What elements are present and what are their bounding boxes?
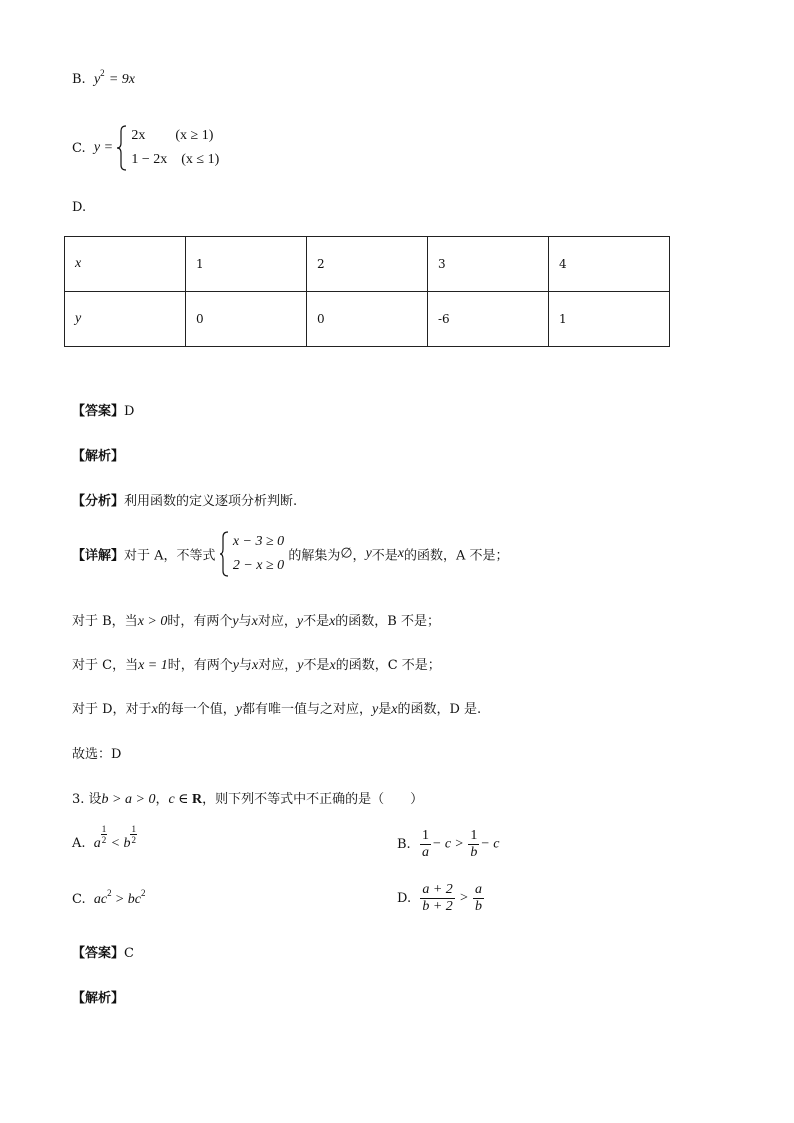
option-d-label: D. bbox=[72, 200, 87, 215]
table-head-cell: y bbox=[65, 292, 186, 347]
q2-fenxi: 【分析】利用函数的定义逐项分析判断. bbox=[72, 494, 298, 509]
table-cell: 0 bbox=[186, 292, 307, 347]
q3-stem: 3. 设b > a > 0，c ∈ R，则下列不等式中不正确的是（ ） bbox=[72, 792, 424, 807]
q3-option-a: A. a $\frac{1}{2}$ < b $\frac{1}{2}$ bbox=[72, 824, 136, 851]
piecewise-rows: 2x (x ≥ 1) 1 − 2x (x ≤ 1) bbox=[131, 128, 220, 167]
table-cell: 0 bbox=[307, 292, 428, 347]
option-b-rhs: = 9x bbox=[108, 72, 135, 87]
q3-option-c: C. $ac^2 > bc^2$ bbox=[72, 888, 146, 907]
table-row bbox=[65, 237, 670, 292]
left-brace-icon bbox=[220, 531, 229, 577]
q2-line-c: 对于 C，当x = 1时，有两个y与x对应，y不是x的函数，C 不是； bbox=[72, 658, 441, 673]
q3-analysis-tag: 【解析】 bbox=[72, 991, 125, 1006]
q2-answer: 【答案】D bbox=[72, 404, 135, 419]
table-cell: 2 bbox=[307, 237, 428, 292]
option-c: C. y = 2x (x ≥ 1) 1 − 2x (x ≤ 1) bbox=[72, 124, 219, 172]
q3-answer: 【答案】C bbox=[72, 946, 134, 961]
q2-choice: 故选：D bbox=[72, 747, 122, 762]
option-b-lhs: y bbox=[93, 72, 101, 87]
q2-line-d: 对于 D，对于x的每一个值，y都有唯一值与之对应，y是x的函数，D 是. bbox=[72, 702, 482, 717]
table-cell: 3 bbox=[428, 237, 549, 292]
inequality-system: x − 3 ≥ 0 2 − x ≥ 0 bbox=[232, 534, 285, 573]
q2-analysis-tag: 【解析】 bbox=[72, 449, 125, 464]
q2-line-b: 对于 B，当x > 0时，有两个y与x对应，y不是x的函数，B 不是； bbox=[72, 614, 440, 629]
q2-detail: 【详解】对于 A，不等式 x − 3 ≥ 0 2 − x ≥ 0 的解集为∅，y不是x的函数，A 不是； bbox=[72, 530, 509, 578]
table-cell: 4 bbox=[549, 237, 670, 292]
table-cell: -6 bbox=[428, 292, 549, 347]
table-row bbox=[65, 292, 670, 347]
left-brace-icon bbox=[117, 125, 127, 171]
table-cell: 1 bbox=[549, 292, 670, 347]
table-cell: 1 bbox=[186, 237, 307, 292]
q3-option-b: B. $\frac{1}{a}$ − c > $\frac{1}{b}$ − c bbox=[397, 828, 500, 860]
table-head-cell: x bbox=[65, 237, 186, 292]
option-b: B. $y^2 = 9x$ bbox=[72, 68, 135, 87]
value-table bbox=[64, 236, 670, 347]
q3-option-d: D. $\frac{a + 2}{b + 2}$ > $\frac{a}{b}$ bbox=[397, 882, 482, 914]
